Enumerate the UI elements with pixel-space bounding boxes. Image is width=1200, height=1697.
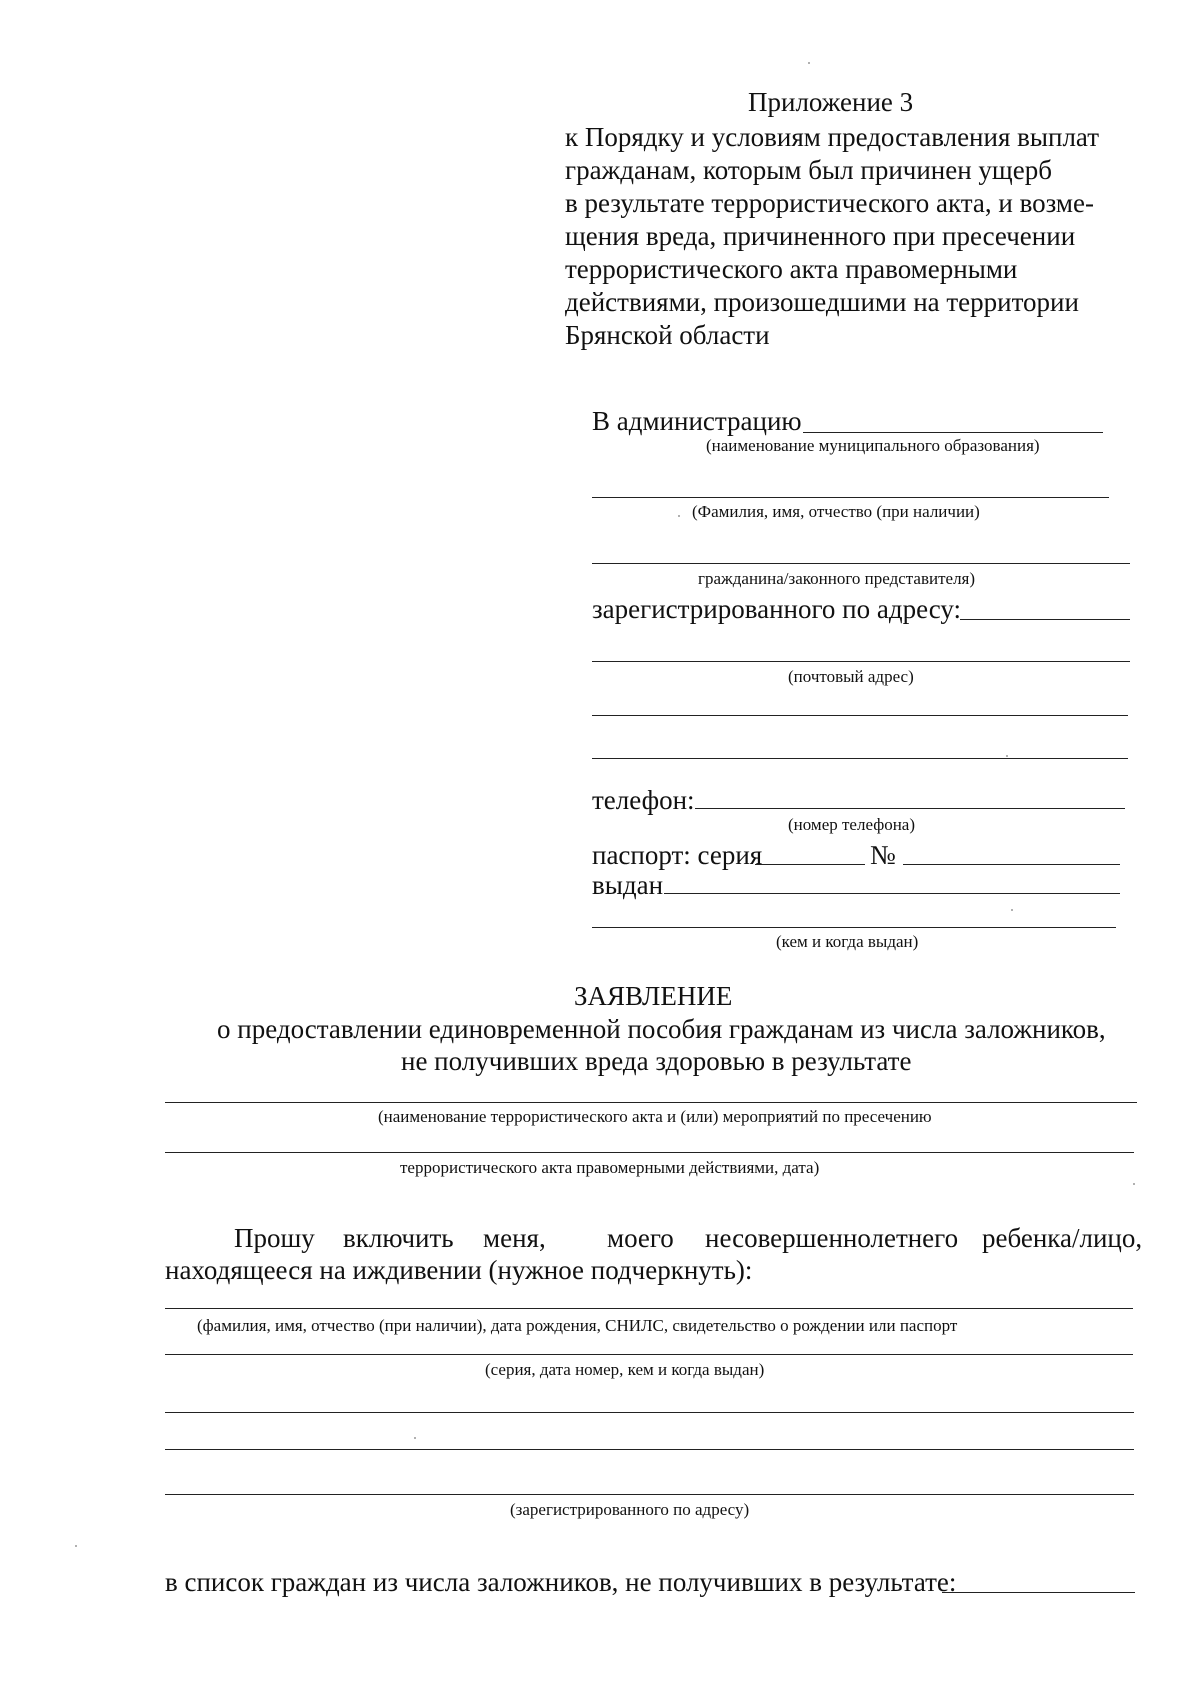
issued-field-2[interactable] [592, 927, 1116, 928]
postal-hint: (почтовый адрес) [788, 667, 914, 686]
act-hint: (наименование террористического акта и (или) мероприятий по пресечению [378, 1107, 932, 1126]
request-word: меня, [483, 1223, 546, 1253]
phone-label: телефон: [592, 785, 695, 815]
result-field[interactable] [942, 1592, 1135, 1593]
citizen-hint: гражданина/законного представителя) [698, 569, 976, 588]
request-line: находящееся на иждивении (нужное подчеркнуть): [165, 1255, 753, 1285]
appendix-line: действиями, произошедшими на территории [565, 287, 1079, 317]
scan-speck [808, 62, 810, 64]
appendix-line: террористического акта правомерными [565, 254, 1018, 284]
phone-hint: (номер телефона) [788, 815, 916, 834]
scan-speck [1006, 755, 1008, 757]
passport-number-label: № [870, 840, 896, 870]
issued-label: выдан [592, 870, 664, 900]
statement-title: ЗАЯВЛЕНИЕ [574, 981, 733, 1011]
act-hint: террористического акта правомерными действиями, дата) [400, 1158, 820, 1177]
statement-subtitle: не получивших вреда здоровью в результате [401, 1046, 912, 1076]
registered-address-hint: (зарегистрированного по адресу) [510, 1500, 750, 1519]
act-field[interactable] [165, 1102, 1137, 1103]
municipality-field[interactable] [803, 432, 1103, 433]
fio-hint: (Фамилия, имя, отчество (при наличии) [692, 502, 980, 521]
request-word: несовершеннолетнего [705, 1223, 959, 1253]
person-field-4[interactable] [165, 1449, 1134, 1450]
appendix-line: гражданам, которым был причинен ущерб [565, 155, 1052, 185]
registered-address-field[interactable] [165, 1494, 1134, 1495]
scan-speck [678, 515, 680, 517]
request-word: включить [343, 1223, 454, 1253]
series-hint: (серия, дата номер, кем и когда выдан) [485, 1360, 765, 1379]
registered-field[interactable] [960, 619, 1130, 620]
person-hint: (фамилия, имя, отчество (при наличии), дата рождения, СНИЛС, свидетельство о рождении или паспорт [197, 1316, 958, 1335]
address-field-2[interactable] [592, 715, 1128, 716]
address-field-3[interactable] [592, 758, 1128, 759]
address-field[interactable] [592, 661, 1130, 662]
citizen-field[interactable] [592, 563, 1130, 564]
person-field-2[interactable] [165, 1354, 1133, 1355]
final-statement: в список граждан из числа заложников, не получивших в результате: [165, 1567, 957, 1597]
registered-label: зарегистрированного по адресу: [592, 594, 961, 624]
to-admin-label: В администрацию [592, 406, 802, 436]
request-word: Прошу [234, 1223, 315, 1253]
appendix-title: Приложение 3 [748, 87, 914, 117]
issued-field[interactable] [664, 893, 1120, 894]
municipality-hint: (наименование муниципального образования) [706, 436, 1040, 455]
appendix-line: Брянской области [565, 320, 770, 350]
person-field-3[interactable] [165, 1412, 1134, 1413]
passport-series-label: паспорт: серия [592, 840, 763, 870]
scan-speck [75, 1545, 77, 1547]
appendix-line: в результате террористического акта, и возме- [565, 188, 1094, 218]
request-word: моего [607, 1223, 674, 1253]
issued-hint: (кем и когда выдан) [776, 932, 919, 951]
phone-field[interactable] [695, 808, 1125, 809]
person-field[interactable] [165, 1308, 1133, 1309]
act-field-2[interactable] [165, 1152, 1134, 1153]
passport-number-field[interactable] [903, 864, 1120, 865]
request-word: ребенка/лицо, [982, 1223, 1143, 1253]
appendix-line: щения вреда, причиненного при пресечении [565, 221, 1076, 251]
scan-speck [414, 1437, 416, 1439]
appendix-line: к Порядку и условиям предоставления выплат [565, 122, 1100, 152]
passport-series-field[interactable] [755, 864, 865, 865]
fio-field[interactable] [592, 497, 1109, 498]
statement-subtitle: о предоставлении единовременной пособия гражданам из числа заложников, [217, 1014, 1106, 1044]
scan-speck [1011, 909, 1013, 911]
scan-speck [1133, 1183, 1135, 1185]
